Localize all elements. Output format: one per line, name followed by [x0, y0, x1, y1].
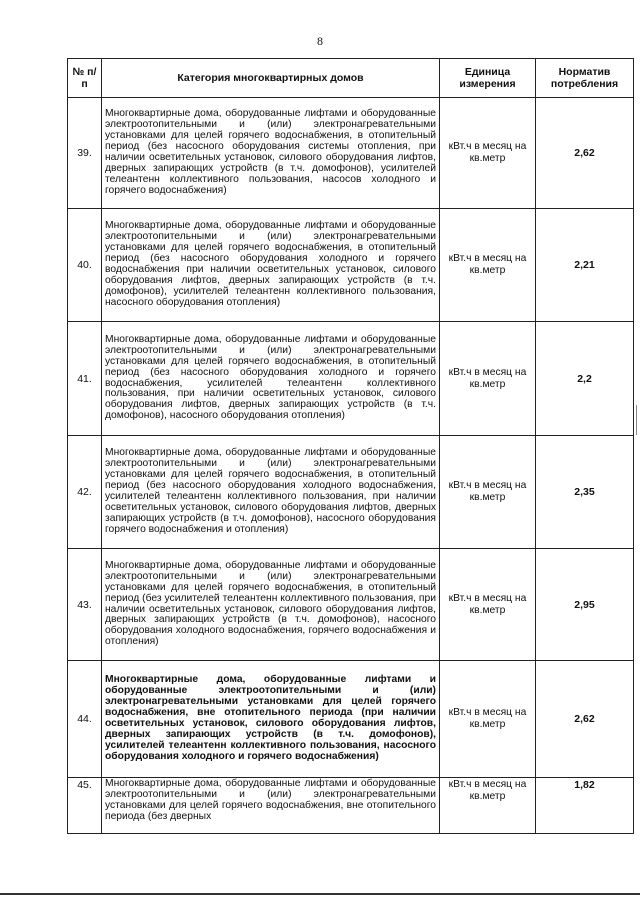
row-number: 40. [68, 209, 102, 322]
header-norm: Норматив потребления [536, 59, 634, 98]
table-row [68, 549, 634, 661]
row-category: Многоквартирные дома, оборудованные лифтами и оборудованные электроотопительными и (или) электронагревательными установками для целей горячего водоснабжения, вне отопительного периода (при наличии осветительных установок, силового оборудования лифтов, дверных запирающих устройств (в т.ч. домофонов), усилителей телеантенн коллективного пользования, насосного оборудования холодного и горячего водоснабжения) [102, 661, 440, 778]
row-category: Многоквартирные дома, оборудованные лифтами и оборудованные электроотопительными и (или) электронагревательными установками для целей горячего водоснабжения, вне отопительного периода (без дверных [102, 778, 440, 834]
table-row [68, 436, 634, 549]
row-unit: кВт.ч в месяц на кв.метр [440, 98, 536, 209]
row-number: 42. [68, 436, 102, 549]
table-row [68, 778, 634, 834]
table-row [68, 209, 634, 322]
row-unit: кВт.ч в месяц на кв.метр [440, 209, 536, 322]
row-number: 43. [68, 549, 102, 661]
row-category: Многоквартирные дома, оборудованные лифтами и оборудованные электроотопительными и (или) электронагревательными установками для целей горячего водоснабжения, в отопительный период (без насосного оборудования системы отопления, при наличии осветительных установок, силового оборудования лифтов, дверных запирающих устройств (в т.ч. домофонов), усилителей телеантенн коллективного пользования, насосов холодного и горячего водоснабжения) [102, 98, 440, 209]
table-row [68, 98, 634, 209]
row-norm-value: 2,2 [536, 322, 634, 436]
row-norm-value: 2,21 [536, 209, 634, 322]
row-unit: кВт.ч в месяц на кв.метр [440, 436, 536, 549]
row-norm-value: 2,95 [536, 549, 634, 661]
row-category: Многоквартирные дома, оборудованные лифтами и оборудованные электроотопительными и (или) электронагревательными установками для целей горячего водоснабжения, в отопительный период (без насосного оборудования холодного водоснабжения, усилителей телеантенн коллективного пользования, при наличии осветительных установок, силового оборудования лифтов, дверных запирающих устройств (в т.ч. домофонов), насосного оборудования горячего водоснабжения и отопления) [102, 436, 440, 549]
row-norm-value: 2,62 [536, 98, 634, 209]
header-num: № п/п [68, 59, 102, 98]
row-unit: кВт.ч в месяц на кв.метр [440, 322, 536, 436]
table-row [68, 322, 634, 436]
page-number: 8 [317, 34, 323, 48]
row-unit: кВт.ч в месяц на кв.метр [440, 778, 536, 834]
row-number: 41. [68, 322, 102, 436]
table-header-row [68, 59, 634, 98]
row-number: 44. [68, 661, 102, 778]
row-category: Многоквартирные дома, оборудованные лифтами и оборудованные электроотопительными и (или) электронагревательными установками для целей горячего водоснабжения, в отопительный период (без усилителей телеантенн коллективного пользования, при наличии осветительных установок, силового оборудования лифтов, дверных запирающих устройств (в т.ч. домофонов), насосного оборудования холодного водоснабжения, горячего водоснабжения и отопления) [102, 549, 440, 661]
row-category: Многоквартирные дома, оборудованные лифтами и оборудованные электроотопительными и (или) электронагревательными установками для целей горячего водоснабжения, в отопительный период (без насосного оборудования холодного и горячего водоснабжения, усилителей телеантенн коллективного пользования, при наличии осветительных установок, силового оборудования лифтов, дверных запирающих устройств (в т.ч. домофонов), насосного оборудования отопления) [102, 322, 440, 436]
row-category: Многоквартирные дома, оборудованные лифтами и оборудованные электроотопительными и (или) электронагревательными установками для целей горячего водоснабжения, в отопительный период (без насосного оборудования холодного и горячего водоснабжения при наличии осветительных установок, силового оборудования лифтов, дверных запирающих устройств (в т.ч. домофонов), усилителей телеантенн коллективного пользования, насосного оборудования отопления) [102, 209, 440, 322]
row-norm-value: 1,82 [536, 778, 634, 834]
row-norm-value: 2,62 [536, 661, 634, 778]
row-number: 45. [68, 778, 102, 834]
header-category: Категория многоквартирных домов [102, 59, 440, 98]
table-row [68, 661, 634, 778]
consumption-norms-table [67, 58, 634, 834]
header-unit: Единица измерения [440, 59, 536, 98]
row-number: 39. [68, 98, 102, 209]
bottom-rule [0, 893, 640, 895]
row-norm-value: 2,35 [536, 436, 634, 549]
row-unit: кВт.ч в месяц на кв.метр [440, 549, 536, 661]
scan-edge-mark [636, 405, 637, 435]
row-unit: кВт.ч в месяц на кв.метр [440, 661, 536, 778]
